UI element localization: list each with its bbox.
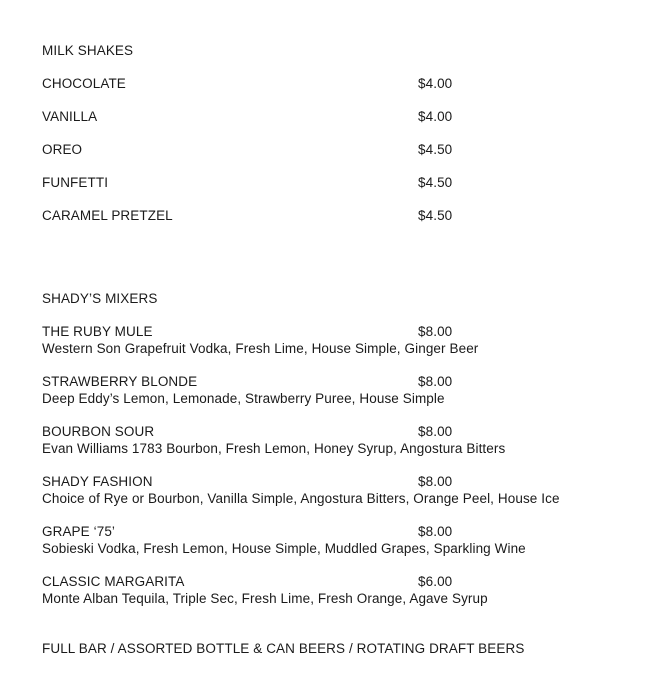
item-price: $8.00 [418,324,453,339]
item-name: BOURBON SOUR [42,424,155,439]
item-name: THE RUBY MULE [42,324,153,339]
milkshakes-section [42,42,602,224]
item-price: $4.50 [418,208,453,223]
footer-note: FULL BAR / ASSORTED BOTTLE & CAN BEERS / ROTATING DRAFT BEERS [42,641,525,656]
item-name: CHOCOLATE [42,76,126,91]
item-price: $4.50 [418,142,453,157]
mixer-item [42,373,602,407]
item-name: OREO [42,142,83,157]
item-description: Monte Alban Tequila, Triple Sec, Fresh Lime, Fresh Orange, Agave Syrup [42,591,488,606]
mixer-item [42,523,602,557]
menu [42,42,602,657]
item-name: VANILLA [42,109,98,124]
item-name: STRAWBERRY BLONDE [42,374,198,389]
mixer-item [42,323,602,357]
section-title-milkshakes: MILK SHAKES [42,43,134,58]
menu-item [42,141,602,158]
item-name: GRAPE ‘75’ [42,524,116,539]
section-title-mixers: SHADY’S MIXERS [42,291,158,306]
item-price: $4.00 [418,109,453,124]
item-price: $8.00 [418,374,453,389]
mixer-item [42,573,602,607]
item-price: $8.00 [418,474,453,489]
item-price: $4.50 [418,175,453,190]
mixer-item [42,423,602,457]
item-description: Choice of Rye or Bourbon, Vanilla Simple, Angostura Bitters, Orange Peel, House Ice [42,491,560,506]
item-description: Deep Eddy’s Lemon, Lemonade, Strawberry Puree, House Simple [42,391,445,406]
menu-item [42,75,602,92]
item-price: $8.00 [418,524,453,539]
item-description: Western Son Grapefruit Vodka, Fresh Lime, House Simple, Ginger Beer [42,341,479,356]
item-name: SHADY FASHION [42,474,153,489]
item-name: FUNFETTI [42,175,109,190]
item-description: Evan Williams 1783 Bourbon, Fresh Lemon, Honey Syrup, Angostura Bitters [42,441,506,456]
item-name: CLASSIC MARGARITA [42,574,185,589]
item-description: Sobieski Vodka, Fresh Lemon, House Simple, Muddled Grapes, Sparkling Wine [42,541,526,556]
menu-item [42,108,602,125]
menu-item [42,207,602,224]
mixer-item [42,473,602,507]
menu-item [42,174,602,191]
item-price: $8.00 [418,424,453,439]
item-name: CARAMEL PRETZEL [42,208,173,223]
item-price: $6.00 [418,574,453,589]
item-price: $4.00 [418,76,453,91]
